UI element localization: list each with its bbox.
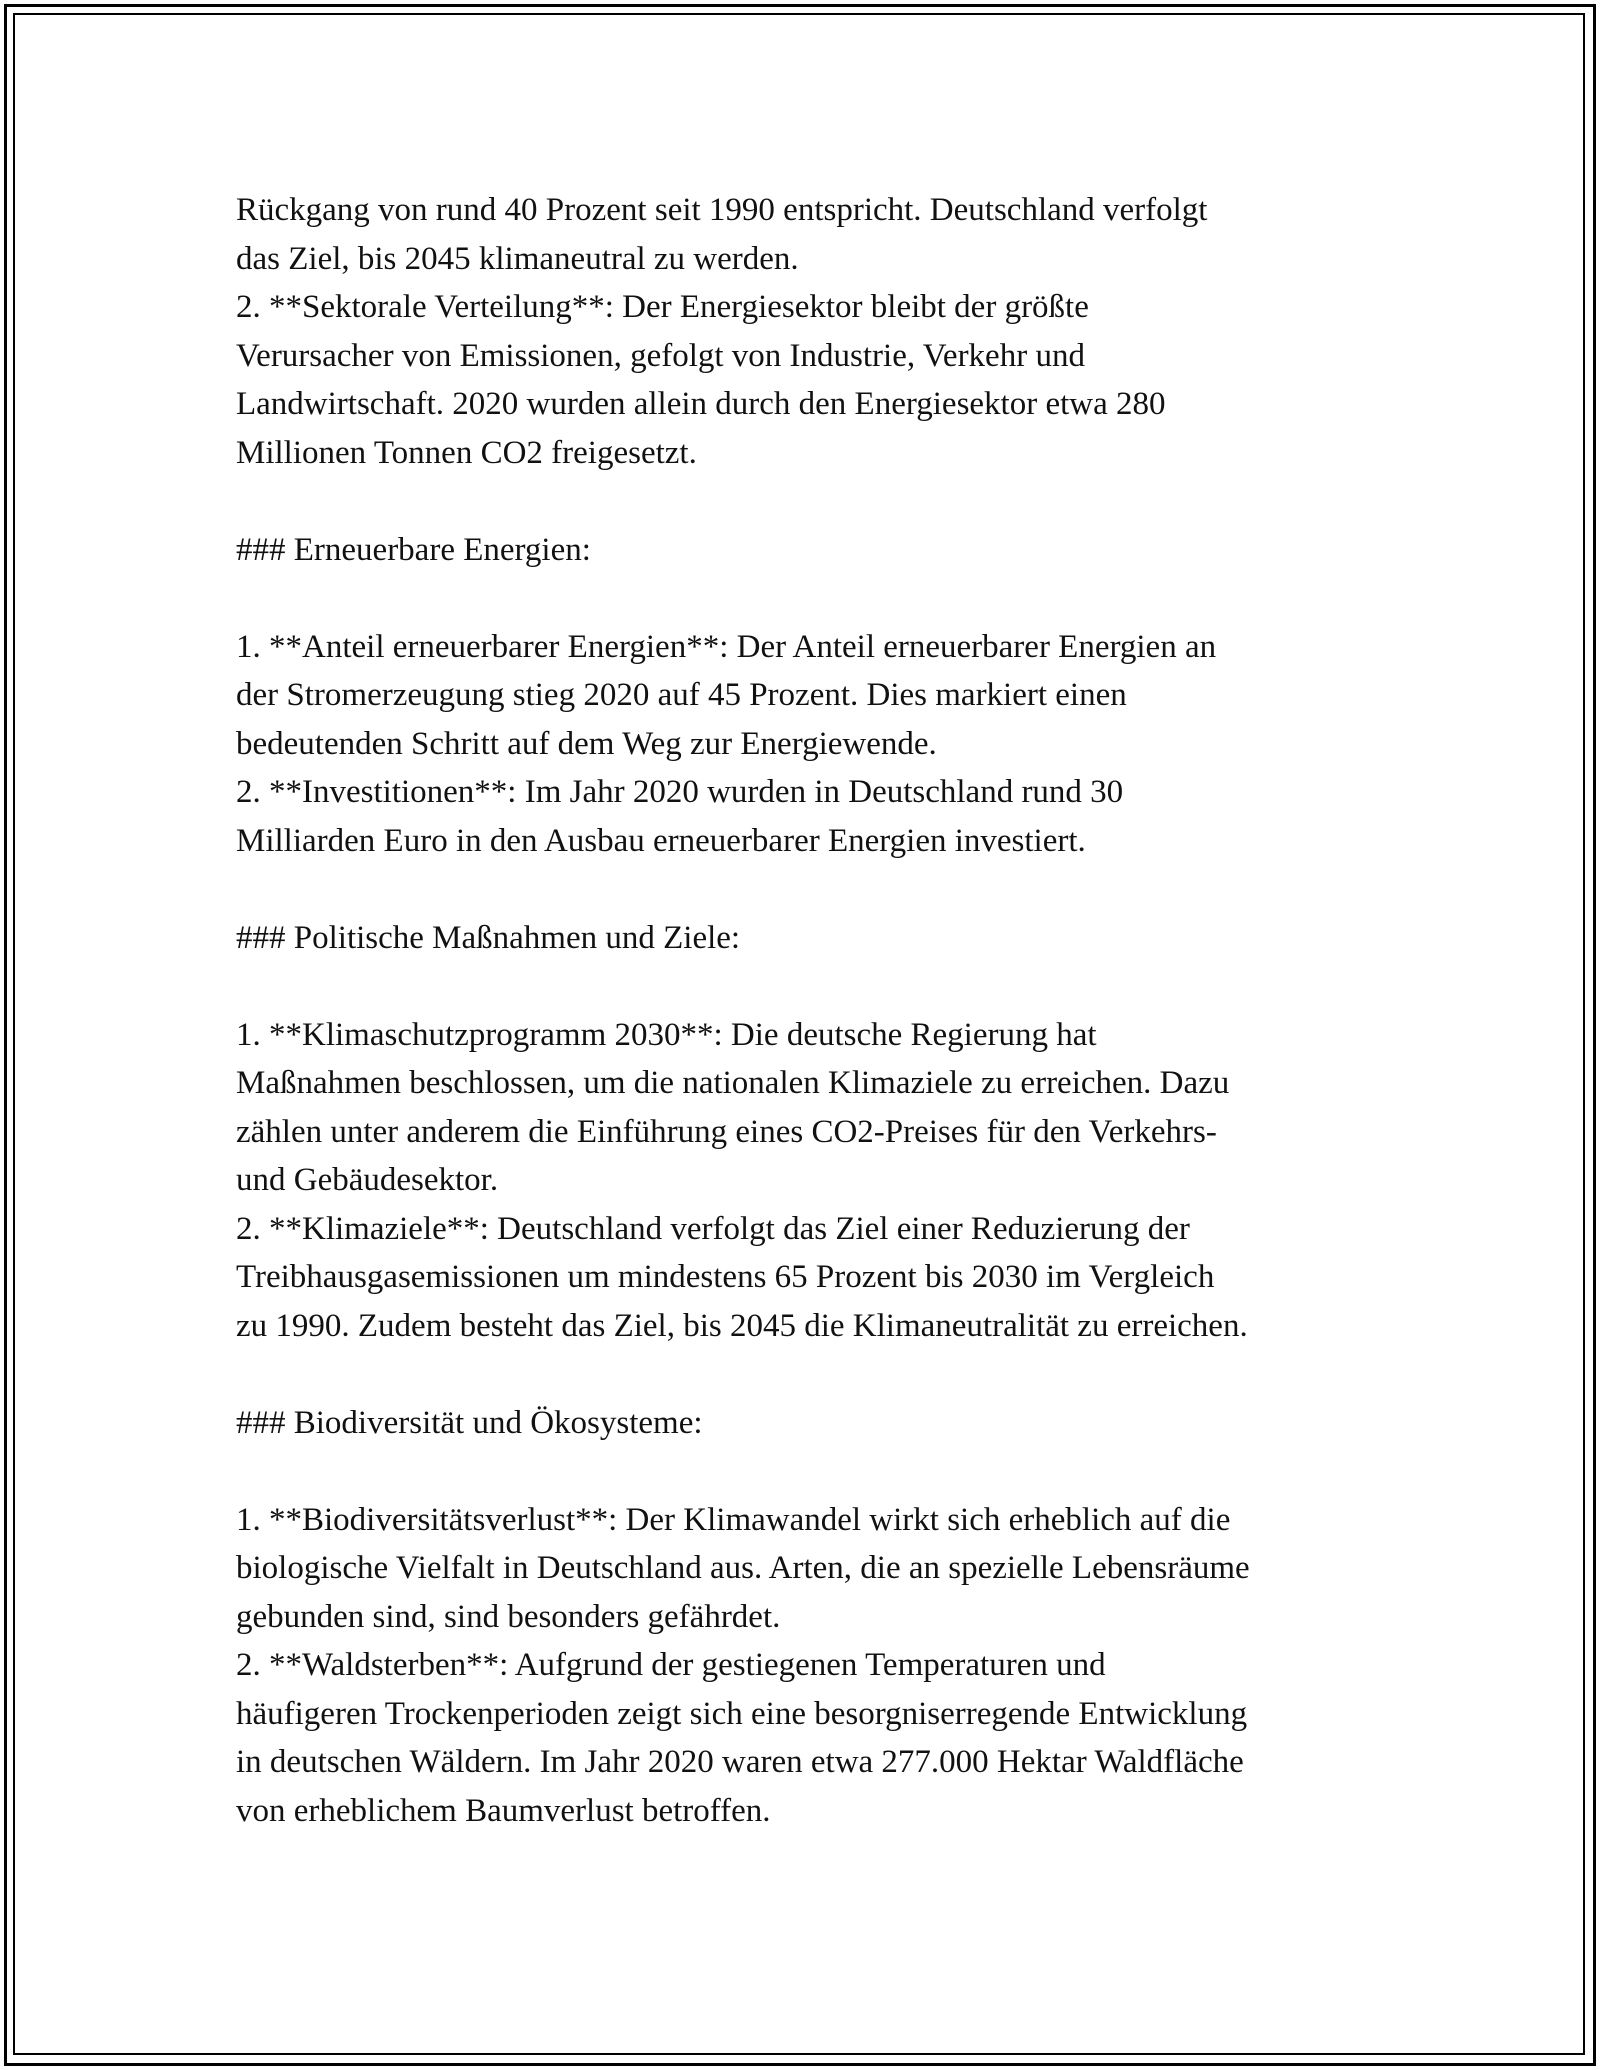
- section-paragraph: [236, 1496, 1396, 1836]
- document-body: [236, 186, 1396, 1835]
- text-line: Millionen Tonnen CO2 freigesetzt.: [236, 434, 697, 471]
- text-line: das Ziel, bis 2045 klimaneutral zu werden.: [236, 240, 799, 277]
- text-line: häufigeren Trockenperioden zeigt sich eine besorgniserregende Entwicklung: [236, 1695, 1248, 1732]
- text-line: Verursacher von Emissionen, gefolgt von Industrie, Verkehr und: [236, 337, 1085, 374]
- section-heading: [236, 914, 1396, 963]
- section-paragraph: [236, 623, 1396, 866]
- section-paragraph: [236, 1011, 1396, 1351]
- text-line: Treibhausgasemissionen um mindestens 65 Prozent bis 2030 im Vergleich: [236, 1259, 1215, 1295]
- paragraph-spacer: [236, 477, 1396, 526]
- text-line: zu 1990. Zudem besteht das Ziel, bis 2045 die Klimaneutralität zu erreichen.: [236, 1307, 1248, 1344]
- text-line: 2. **Klimaziele**: Deutschland verfolgt das Ziel einer Reduzierung der: [236, 1210, 1190, 1247]
- intro-paragraph: [236, 186, 1396, 477]
- text-line: Landwirtschaft. 2020 wurden allein durch den Energiesektor etwa 280: [236, 386, 1166, 422]
- text-line: biologische Vielfalt in Deutschland aus. Arten, die an spezielle Lebensräume: [236, 1550, 1250, 1586]
- text-line: 1. **Anteil erneuerbarer Energien**: Der Anteil erneuerbarer Energien an: [236, 628, 1217, 665]
- text-line: 2. **Waldsterben**: Aufgrund der gestiegenen Temperaturen und: [236, 1647, 1106, 1683]
- text-line: Maßnahmen beschlossen, um die nationalen Klimaziele zu erreichen. Dazu: [236, 1065, 1230, 1101]
- text-line: gebunden sind, sind besonders gefährdet.: [236, 1598, 781, 1635]
- heading-biodiversitaet: ### Biodiversität und Ökosysteme:: [236, 1404, 703, 1441]
- text-line: zählen unter anderem die Einführung eines CO2-Preises für den Verkehrs-: [236, 1113, 1217, 1150]
- paragraph-spacer: [236, 574, 1396, 623]
- text-line: Milliarden Euro in den Ausbau erneuerbarer Energien investiert.: [236, 822, 1086, 859]
- section-heading: [236, 1399, 1396, 1448]
- heading-politische-massnahmen: ### Politische Maßnahmen und Ziele:: [236, 919, 741, 956]
- text-line: 1. **Klimaschutzprogramm 2030**: Die deutsche Regierung hat: [236, 1016, 1097, 1053]
- paragraph-spacer: [236, 865, 1396, 914]
- heading-erneuerbare-energien: ### Erneuerbare Energien:: [236, 531, 591, 568]
- text-line: Rückgang von rund 40 Prozent seit 1990 entspricht. Deutschland verfolgt: [236, 192, 1208, 228]
- text-line: 2. **Sektorale Verteilung**: Der Energiesektor bleibt der größte: [236, 289, 1089, 325]
- text-line: 1. **Biodiversitätsverlust**: Der Klimawandel wirkt sich erheblich auf die: [236, 1501, 1231, 1538]
- text-line: bedeutenden Schritt auf dem Weg zur Energiewende.: [236, 725, 937, 762]
- text-line: der Stromerzeugung stieg 2020 auf 45 Prozent. Dies markiert einen: [236, 677, 1127, 713]
- text-line: 2. **Investitionen**: Im Jahr 2020 wurden in Deutschland rund 30: [236, 774, 1124, 810]
- paragraph-spacer: [236, 962, 1396, 1011]
- text-line: von erheblichem Baumverlust betroffen.: [236, 1792, 771, 1829]
- section-heading: [236, 526, 1396, 575]
- text-line: in deutschen Wäldern. Im Jahr 2020 waren etwa 277.000 Hektar Waldfläche: [236, 1744, 1244, 1780]
- text-line: und Gebäudesektor.: [236, 1162, 499, 1198]
- paragraph-spacer: [236, 1447, 1396, 1496]
- paragraph-spacer: [236, 1350, 1396, 1399]
